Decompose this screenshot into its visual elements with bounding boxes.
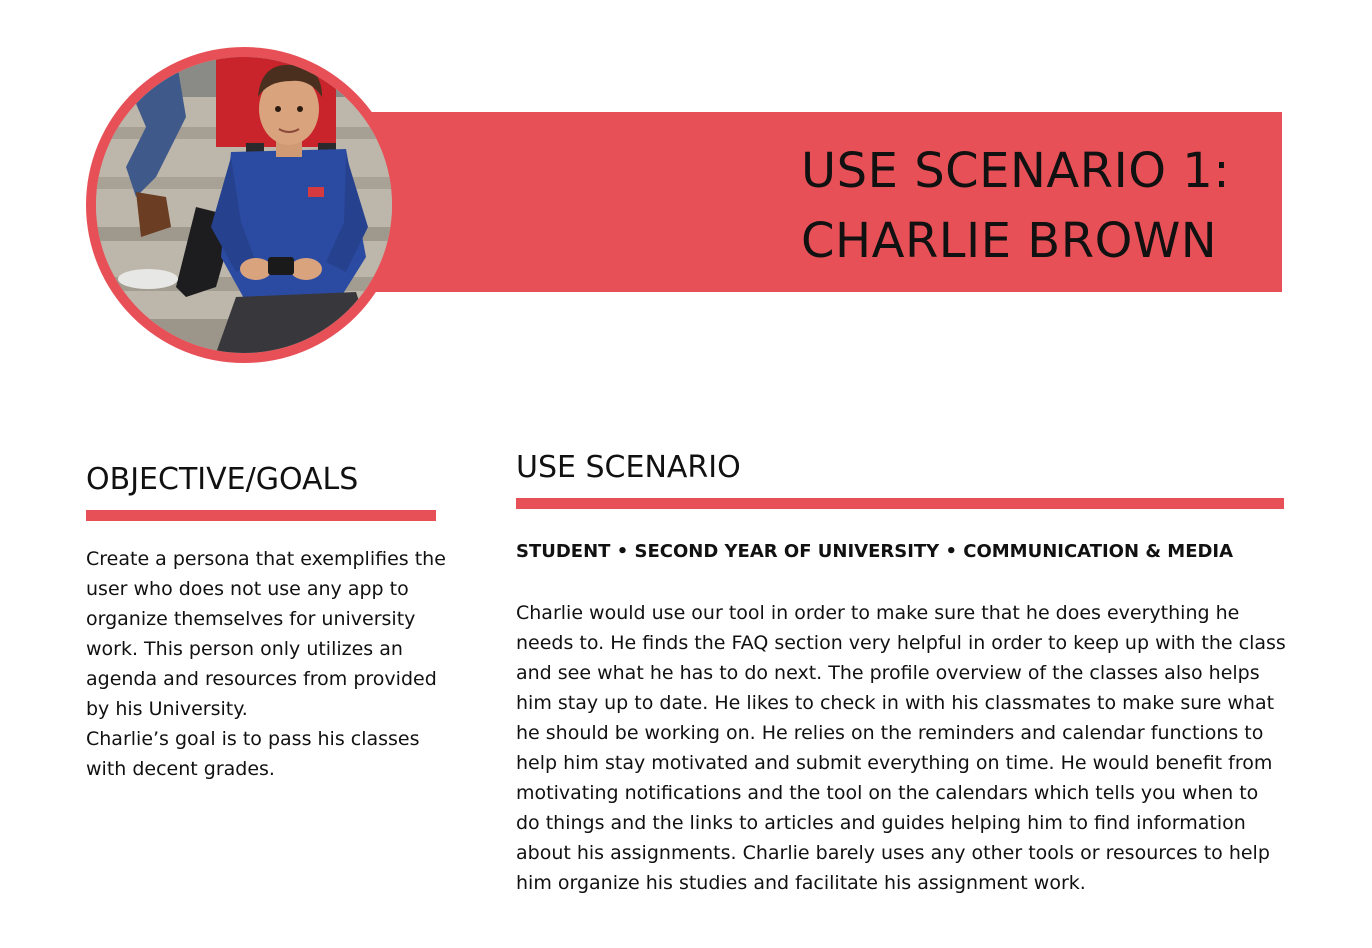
objective-paragraph-1: Create a persona that exemplifies the user who does not use any app to organize themselves for university work. This person only utilizes an agenda and resources from provided by his University.: [86, 548, 446, 720]
objective-text: [86, 544, 446, 784]
page-title-line-1: USE SCENARIO 1:: [801, 143, 1230, 199]
scenario-heading: USE SCENARIO: [516, 450, 741, 485]
scenario-divider: [516, 498, 1284, 509]
scenario-body: Charlie would use our tool in order to make sure that he does everything he needs to. He finds the FAQ section very helpful in order to keep up with the class and see what he has to do next. The profile overview of the classes also helps him stay up to date. He likes to check in with his classmates to make sure what he should be working on. He relies on the reminders and calendar functions to help him stay motivated and submit everything on time. He would benefit from motivating notifications and the tool on the calendars which tells you when to do things and the links to articles and guides helping him to find information about his assignments. Charlie barely uses any other tools or resources to help him organize his studies and facilitate his assignment work.: [516, 602, 1286, 894]
objective-heading: OBJECTIVE/GOALS: [86, 462, 359, 497]
page-title-line-2: CHARLIE BROWN: [801, 213, 1218, 269]
avatar-ring: [86, 47, 402, 363]
persona-tagline: STUDENT • SECOND YEAR OF UNIVERSITY • COMMUNICATION & MEDIA: [516, 541, 1234, 562]
objective-divider: [86, 510, 436, 521]
header-band: [360, 112, 1282, 292]
objective-paragraph-2: Charlie’s goal is to pass his classes with decent grades.: [86, 728, 420, 780]
page-title: [801, 136, 1230, 276]
persona-photo-icon: [96, 57, 392, 353]
